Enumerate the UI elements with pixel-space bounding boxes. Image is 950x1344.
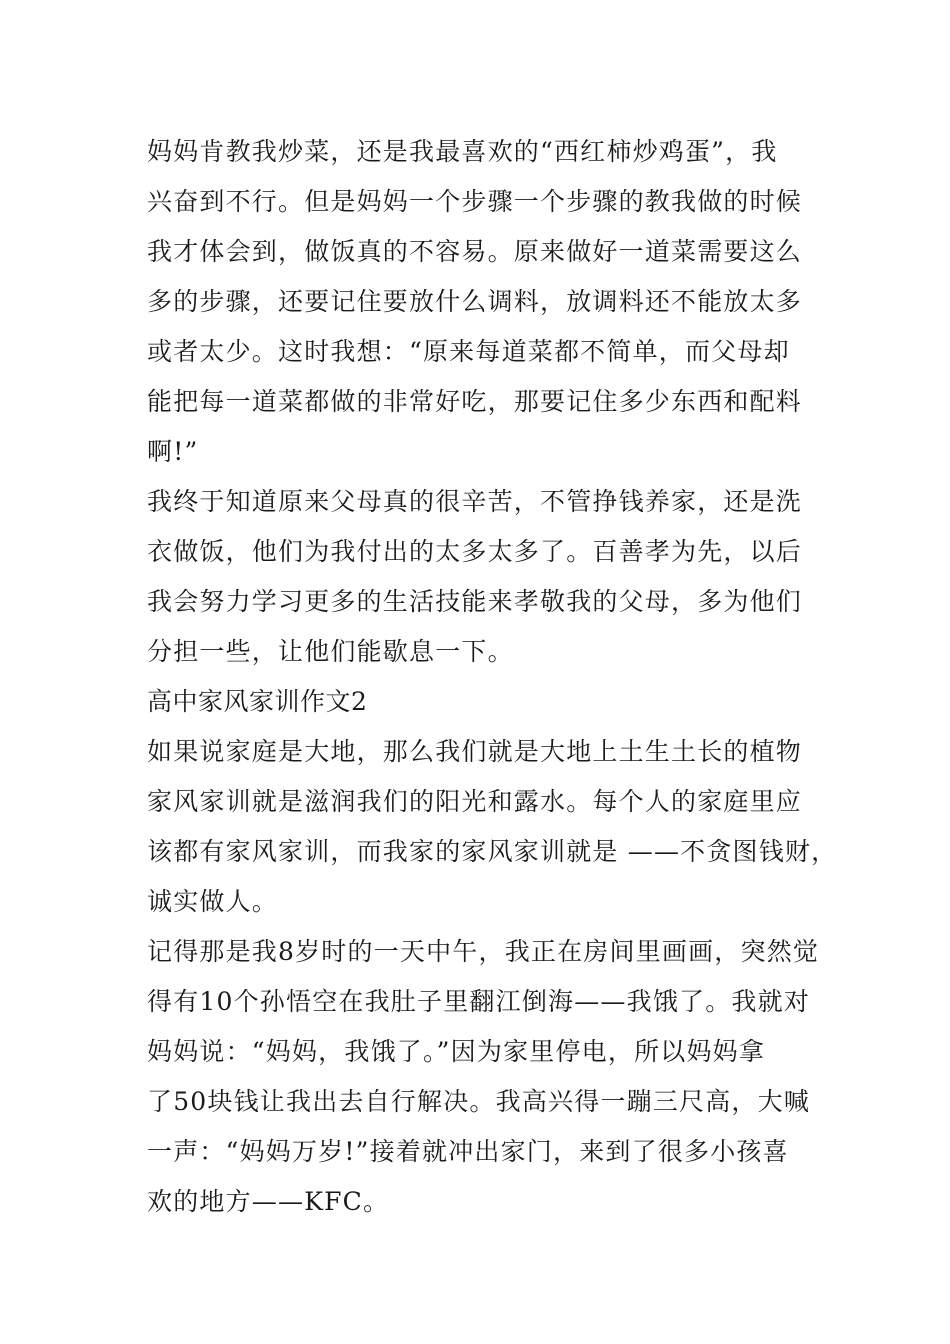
- text-line: 兴奋到不行。但是妈妈一个步骤一个步骤的教我做的时候: [147, 187, 803, 216]
- text-line: 得有10个孙悟空在我肚子里翻江倒海——我饿了。我就对: [147, 987, 811, 1016]
- text-line: 妈妈说：“妈妈，我饿了。”因为家里停电，所以妈妈拿: [147, 1037, 766, 1066]
- text-line: 分担一些，让他们能歇息一下。: [147, 637, 514, 666]
- text-line: 啊!”: [147, 437, 199, 466]
- text-line: 衣做饭，他们为我付出的太多太多了。百善孝为先，以后: [147, 537, 803, 566]
- text-line: 了50块钱让我出去自行解决。我高兴得一蹦三尺高，大喊: [147, 1087, 811, 1116]
- text-line: 妈妈肯教我炒菜，还是我最喜欢的“西红柿炒鸡蛋”，我: [147, 137, 778, 166]
- text-line: 或者太少。这时我想：“原来每道菜都不简单，而父母却: [147, 337, 790, 366]
- text-line: 诚实做人。: [147, 887, 279, 916]
- text-line: 家风家训就是滋润我们的阳光和露水。每个人的家庭里应: [147, 787, 803, 816]
- text-line: 欢的地方——KFC。: [147, 1187, 390, 1216]
- text-line: 我才体会到，做饭真的不容易。原来做好一道菜需要这么: [147, 237, 803, 266]
- text-line: 能把每一道菜都做的非常好吃，那要记住多少东西和配料: [147, 387, 803, 416]
- text-line: 一声：“妈妈万岁!”接着就冲出家门，来到了很多小孩喜: [147, 1137, 789, 1166]
- text-line: 我会努力学习更多的生活技能来孝敬我的父母，多为他们: [147, 587, 803, 616]
- document-body: [147, 127, 838, 1227]
- text-line: 如果说家庭是大地，那么我们就是大地上土生土长的植物: [147, 737, 803, 766]
- text-line: 记得那是我8岁时的一天中午，我正在房间里画画，突然觉: [147, 937, 820, 966]
- text-line: 该都有家风家训，而我家的家风家训就是 ——不贪图钱财，: [147, 837, 838, 866]
- text-line: 多的步骤，还要记住要放什么调料，放调料还不能放太多: [147, 287, 803, 316]
- section-heading: 高中家风家训作文2: [147, 687, 368, 716]
- text-line: 我终于知道原来父母真的很辛苦，不管挣钱养家，还是洗: [147, 487, 803, 516]
